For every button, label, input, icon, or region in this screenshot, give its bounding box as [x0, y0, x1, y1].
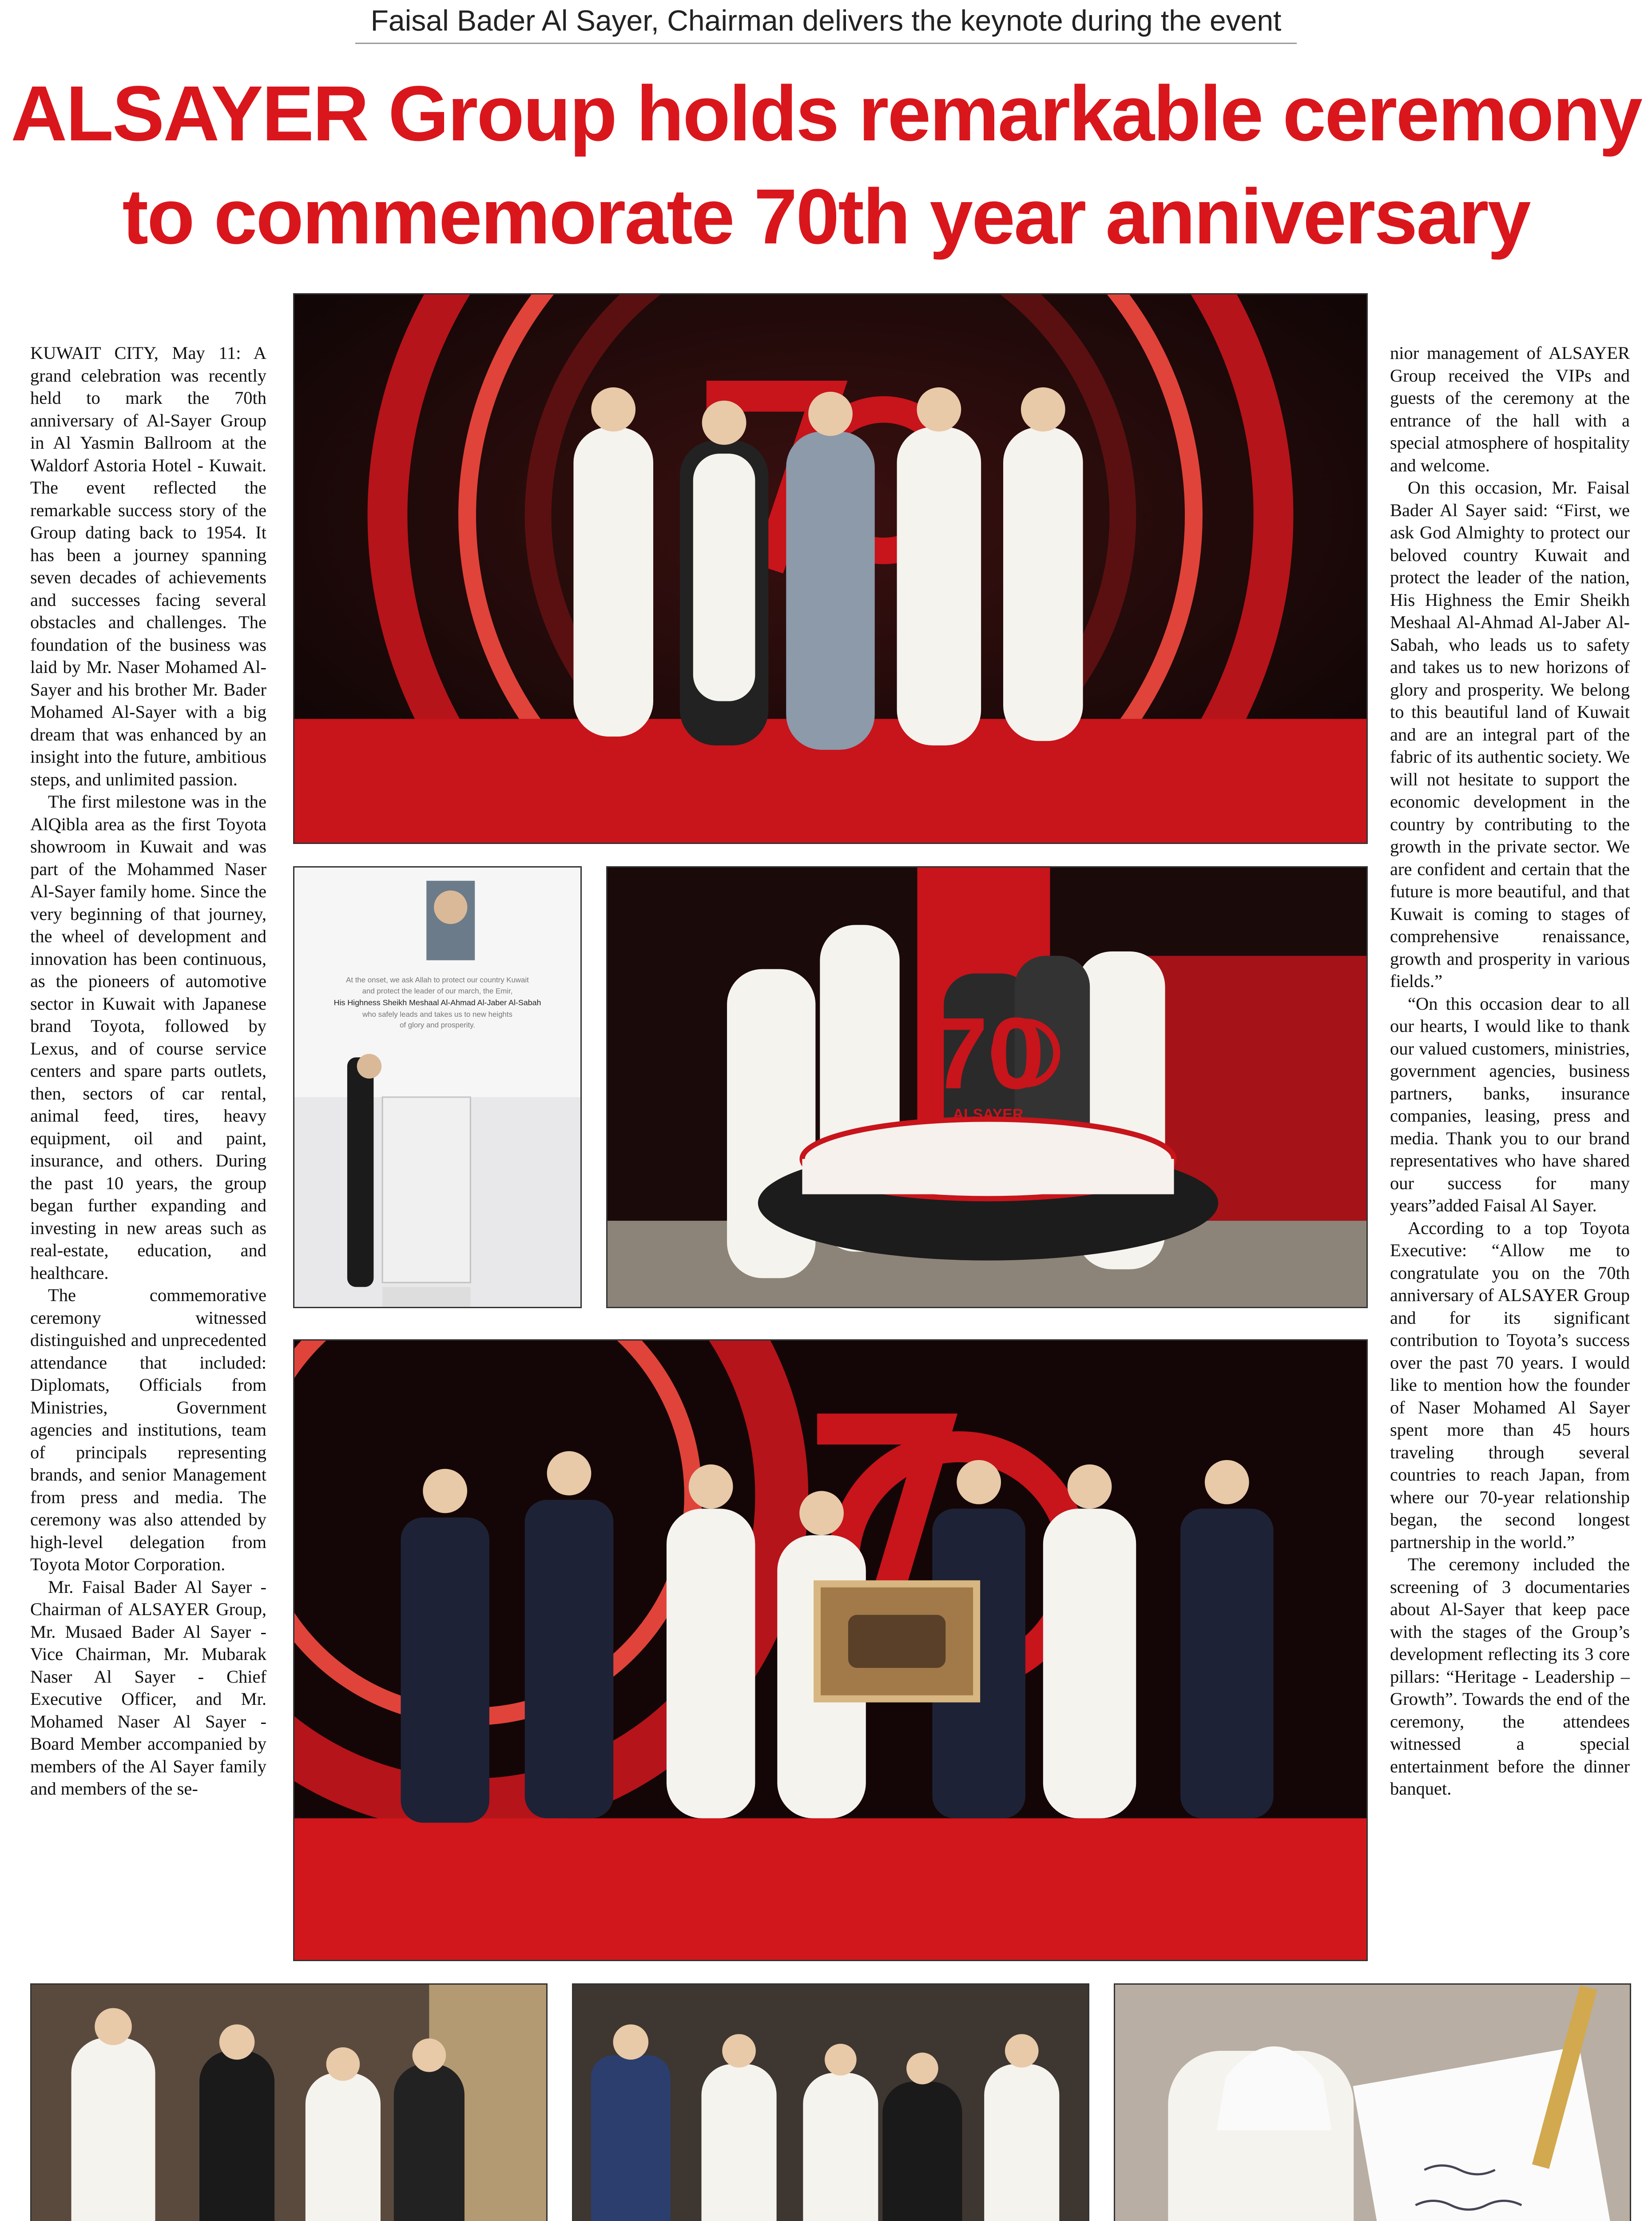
- svg-text:70: 70: [931, 996, 1045, 1110]
- headline: [0, 62, 1652, 268]
- headline-line-2: to commemorate 70th year anniversary: [122, 173, 1530, 260]
- article-column-3: [1390, 342, 1630, 1968]
- cake-text: ALSAYER: [953, 1106, 1024, 1123]
- photo-guests-arrival: [30, 1983, 548, 2221]
- screen-line-1: At the onset, we ask Allah to protect our country Kuwait: [346, 975, 529, 984]
- paragraph: Mr. Faisal Bader Al Sayer - Chairman of ALSAYER Group, Mr. Musaed Bader Al Sayer - Vice Chairman, Mr. Mubarak Naser Al Sayer - Chief Executive Officer, and Mr. Mohamed Naser Al Sayer - Board Member accompanied by members of the Al Sayer family and members of the se-: [30, 1576, 266, 1799]
- paragraph: On this occasion, Mr. Faisal Bader Al Sayer said: “First, we ask God Almighty to protect our beloved country Kuwait and protect the leader of the nation, His Highness the Emir Sheikh Meshaal Al-Ahmad Al-Jaber Al-Sabah, who leads us to safety and takes us to new horizons of glory and prosperity. We belong to this beautiful land of Kuwait and are an integral part of the fabric of its authentic society. We will not hesitate to support the economic development in the country by contributing to the growth in the private sector. We are confident and certain that the future is more beautiful, and that Kuwait is coming to stages of comprehensive renaissance, growth and prosperity in various fields.”: [1390, 478, 1630, 991]
- screen-line-3: His Highness Sheikh Meshaal Al-Ahmad Al-Jaber Al-Sabah: [334, 998, 541, 1007]
- photo-cake-cutting: [606, 866, 1368, 1308]
- screen-line-2: and protect the leader of our march, the Emir,: [362, 987, 513, 995]
- headline-line-1: ALSAYER Group holds remarkable ceremony: [11, 70, 1641, 157]
- paragraph: The commemorative ceremony witnessed distinguished and unprecedented attendance that included: Diplomats, Officials from Ministries, Government agencies and institutions, team of principals representing brands, and senior Management from press and media. The ceremony was also attended by high-level delegation from Toyota Motor Corporation.: [30, 1285, 266, 1574]
- paragraph: According to a top Toyota Executive: “Allow me to congratulate you on the 70th anniversary of ALSAYER Group and for its significant contribution to Toyota’s success over the past 70 years. I would like to mention how the founder of Naser Mohamed Al Sayer spent more than 45 hours traveling through several countries to reach Japan, from where our 70-year relationship began, the second longest partnership in the world.”: [1390, 1218, 1630, 1552]
- photo-guestbook-signing: [1114, 1983, 1631, 2221]
- screen-line-4: who safely leads and takes us to new heights: [362, 1010, 512, 1019]
- paragraph: KUWAIT CITY, May 11: A grand celebration was recently held to mark the 70th anniversary of Al-Sayer Group in Al Yasmin Ballroom at the Waldorf Astoria Hotel - Kuwait. The event reflected the remarkable success story of the Group dating back to 1954. It has been a journey spanning seven decades of achievements and successes facing several obstacles and challenges. The foundation of the business was laid by Mr. Naser Mohamed Al-Sayer and his brother Mr. Bader Mohamed Al-Sayer with a big dream that was enhanced by an insight into the future, ambitious steps, and unlimited passion.: [30, 343, 266, 789]
- photo-keynote-screen: [293, 866, 582, 1308]
- paragraph: The first milestone was in the AlQibla area as the first Toyota showroom in Kuwait and was part of the Mohammed Naser Al-Sayer family home. Since the very beginning of that journey, the wheel of development and innovation has been continuous, as the pioneers of automotive sector in Kuwait with Japanese brand Toyota, followed by Lexus, and of course service centers and spare parts outlets, then, sectors of car rental, animal feed, tires, heavy equipment, oil and paint, insurance, and others. During the past 10 years, the group began further expanding and investing in new areas such as real-estate, education, and healthcare.: [30, 792, 266, 1283]
- photo-stage-group: [293, 293, 1368, 844]
- paragraph: nior management of ALSAYER Group received the VIPs and guests of the ceremony at the entrance of the hall with a special atmosphere of hospitality and welcome.: [1390, 343, 1630, 475]
- photo-guests-group: [572, 1983, 1089, 2221]
- photo-award-presentation: [293, 1339, 1368, 1961]
- article-column-1: [30, 342, 266, 1968]
- screen-line-5: of glory and prosperity.: [400, 1020, 475, 1029]
- kicker: Faisal Bader Al Sayer, Chairman delivers the keynote during the event: [370, 4, 1282, 37]
- paragraph: “On this occasion dear to all our hearts, I would like to thank our valued customers, ministries, government agencies, business partners, banks, insurance companies, leasing, press and media. Thank you to our brand representatives who have shared our success for many years”added Faisal Al Sayer.: [1390, 993, 1630, 1215]
- kicker-rule: [355, 43, 1297, 44]
- paragraph: The ceremony included the screening of 3 documentaries about Al-Sayer that keep pace with the stages of the Group’s development reflecting its 3 core pillars: “Heritage - Leadership – Growth”. Towards the end of the ceremony, the attendees witnessed a special entertainment before the dinner banquet.: [1390, 1554, 1630, 1799]
